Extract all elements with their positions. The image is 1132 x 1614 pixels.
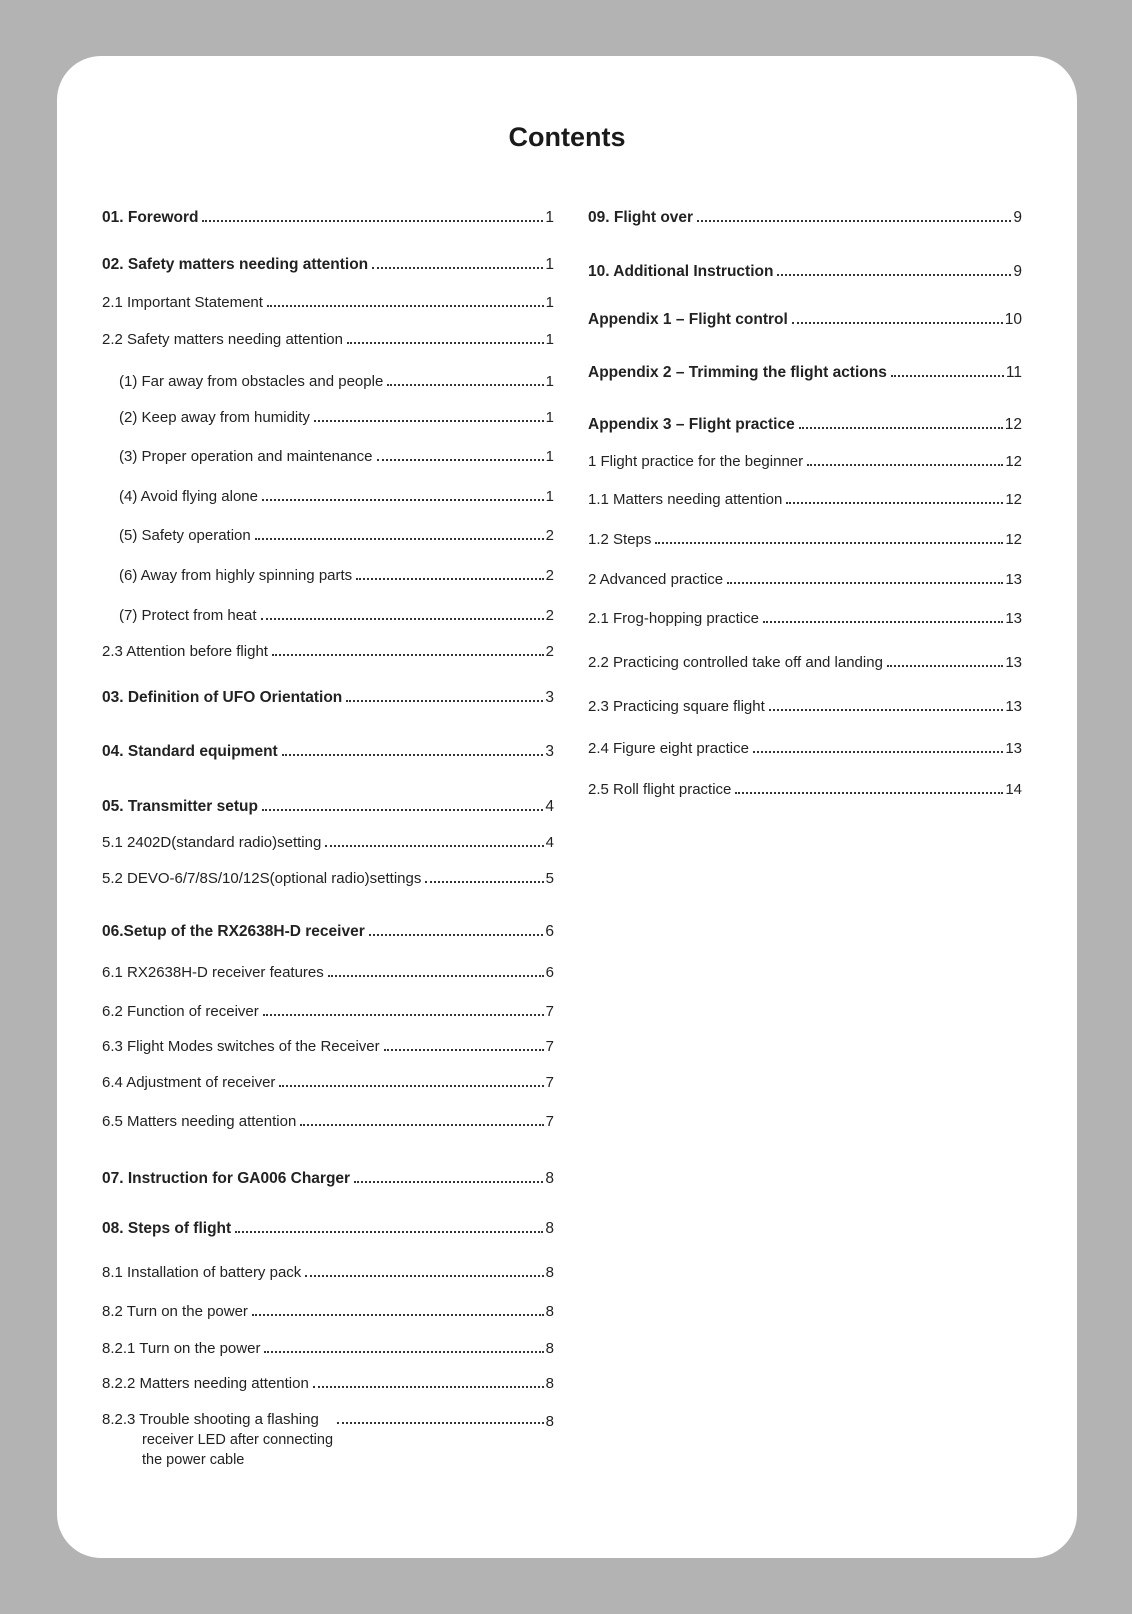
toc-entry[interactable] — [588, 262, 1022, 281]
toc-entry[interactable] — [102, 922, 554, 941]
leader-dots — [264, 1351, 543, 1353]
toc-entry[interactable] — [102, 963, 554, 982]
toc-entry-page: 1 — [545, 448, 554, 465]
leader-dots — [300, 1124, 543, 1126]
toc-entry-label: 6.2 Function of receiver — [102, 1003, 259, 1020]
leader-dots — [314, 420, 544, 422]
toc-entry-page: 1 — [545, 209, 554, 226]
toc-entry-page: 2 — [545, 527, 554, 544]
leader-dots — [425, 881, 543, 883]
toc-entry-page: 8 — [545, 1413, 554, 1430]
leader-dots — [807, 464, 1003, 466]
toc-entry-label: 8.2.2 Matters needing attention — [102, 1375, 309, 1392]
toc-entry-page: 6 — [545, 964, 554, 981]
toc-entry[interactable] — [588, 570, 1022, 589]
leader-dots — [735, 792, 1003, 794]
leader-dots — [346, 700, 543, 702]
leader-dots — [377, 459, 544, 461]
leader-dots — [777, 274, 1011, 276]
toc-entry-page: 10 — [1004, 311, 1022, 328]
toc-entry-label: 2.3 Attention before flight — [102, 643, 268, 660]
toc-entry-label: 02. Safety matters needing attention — [102, 256, 369, 273]
document-page — [57, 56, 1077, 1558]
toc-entry-page: 7 — [545, 1003, 554, 1020]
toc-entry-page: 1 — [545, 373, 554, 390]
toc-entry-label: (4) Avoid flying alone — [119, 488, 258, 505]
toc-entry[interactable] — [119, 566, 554, 585]
toc-entry-label: 2.3 Practicing square flight — [588, 698, 765, 715]
toc-entry-label: (6) Away from highly spinning parts — [119, 567, 353, 584]
toc-entry-label: Appendix 1 – Flight control — [588, 311, 788, 328]
toc-entry-label: 01. Foreword — [102, 209, 199, 226]
toc-entry-label: 2.2 Safety matters needing attention — [102, 331, 343, 348]
toc-entry-label: 05. Transmitter setup — [102, 798, 258, 815]
toc-entry-label: 1.2 Steps — [588, 531, 652, 548]
toc-entry-page: 7 — [545, 1113, 554, 1130]
toc-entry-label: (2) Keep away from humidity — [119, 409, 310, 426]
toc-entry-label: 03. Definition of UFO Orientation — [102, 689, 343, 706]
toc-entry-label: 6.3 Flight Modes switches of the Receiver — [102, 1038, 380, 1055]
toc-entry[interactable] — [119, 526, 554, 545]
toc-entry[interactable] — [119, 447, 554, 466]
toc-entry-label-line2: receiver LED after connecting — [142, 1432, 334, 1448]
leader-dots — [282, 754, 544, 756]
toc-entry-label-line1: 8.2.3 Trouble shooting a flashing — [102, 1411, 319, 1428]
leader-dots — [255, 538, 544, 540]
toc-entry-page: 3 — [545, 689, 554, 706]
leader-dots — [267, 305, 544, 307]
toc-entry-label: 1.1 Matters needing attention — [588, 491, 783, 508]
toc-entry-page: 11 — [1005, 364, 1022, 381]
leader-dots — [753, 751, 1003, 753]
leader-dots — [769, 709, 1004, 711]
leader-dots — [262, 499, 544, 501]
toc-entry-label: 1 Flight practice for the beginner — [588, 453, 804, 470]
toc-entry-label: 2 Advanced practice — [588, 571, 724, 588]
toc-entry[interactable] — [102, 869, 554, 888]
toc-entry-label: Appendix 3 – Flight practice — [588, 416, 795, 433]
toc-entry[interactable] — [102, 1410, 554, 1470]
toc-entry-page: 12 — [1005, 453, 1022, 470]
toc-entry-page: 13 — [1005, 698, 1022, 715]
toc-entry-label: 04. Standard equipment — [102, 743, 278, 760]
leader-dots — [305, 1275, 543, 1277]
toc-entry-label: 06.Setup of the RX2638H-D receiver — [102, 923, 365, 940]
toc-entry[interactable] — [102, 1169, 554, 1188]
toc-entry[interactable] — [588, 310, 1022, 329]
toc-entry-label: (7) Protect from heat — [119, 607, 257, 624]
leader-dots — [262, 809, 543, 811]
toc-entry-label: 2.4 Figure eight practice — [588, 740, 749, 757]
leader-dots — [727, 582, 1003, 584]
toc-entry[interactable] — [102, 330, 554, 349]
toc-entry-page: 1 — [545, 409, 554, 426]
toc-entry[interactable] — [588, 363, 1022, 382]
toc-entry-label: (1) Far away from obstacles and people — [119, 373, 384, 390]
toc-entry[interactable] — [588, 452, 1022, 471]
toc-entry-page: 5 — [545, 870, 554, 887]
toc-entry[interactable] — [588, 490, 1022, 509]
toc-entry-label: 2.5 Roll flight practice — [588, 781, 732, 798]
toc-entry-label: 5.1 2402D(standard radio)setting — [102, 834, 322, 851]
toc-entry-page: 8 — [545, 1264, 554, 1281]
toc-entry[interactable] — [102, 1374, 554, 1393]
toc-entry-label: 8.2 Turn on the power — [102, 1303, 248, 1320]
toc-entry-label-line3: the power cable — [142, 1452, 245, 1468]
toc-entry-page: 9 — [1013, 263, 1022, 280]
toc-entry-page: 7 — [545, 1074, 554, 1091]
toc-entry[interactable] — [102, 833, 554, 852]
toc-entry-page: 1 — [545, 294, 554, 311]
leader-dots — [261, 618, 544, 620]
toc-entry-label: 10. Additional Instruction — [588, 263, 774, 280]
toc-entry-label: Appendix 2 – Trimming the flight actions — [588, 364, 887, 381]
toc-entry[interactable] — [102, 1263, 554, 1282]
leader-dots — [337, 1422, 544, 1424]
toc-entry[interactable] — [102, 1073, 554, 1092]
toc-entry-page: 2 — [545, 643, 554, 660]
toc-entry-page: 4 — [545, 834, 554, 851]
toc-entry[interactable] — [102, 1219, 554, 1238]
toc-entry[interactable] — [588, 415, 1022, 434]
toc-entry-label: (5) Safety operation — [119, 527, 251, 544]
toc-entry-label: 2.1 Important Statement — [102, 294, 263, 311]
toc-entry[interactable] — [588, 530, 1022, 549]
toc-entry-page: 8 — [545, 1170, 554, 1187]
toc-entry-label: 6.4 Adjustment of receiver — [102, 1074, 276, 1091]
toc-entry-page: 8 — [545, 1375, 554, 1392]
leader-dots — [372, 267, 543, 269]
toc-entry[interactable] — [119, 487, 554, 506]
toc-entry-page: 1 — [545, 256, 554, 273]
leader-dots — [763, 621, 1003, 623]
toc-entry[interactable] — [102, 1112, 554, 1131]
toc-entry-page: 1 — [545, 488, 554, 505]
toc-entry[interactable] — [588, 653, 1022, 672]
toc-entry[interactable] — [119, 408, 554, 427]
toc-entry[interactable] — [102, 642, 554, 661]
toc-entry[interactable] — [588, 780, 1022, 799]
toc-entry-label: 5.2 DEVO-6/7/8S/10/12S(optional radio)settings — [102, 870, 422, 887]
toc-entry-page: 13 — [1005, 610, 1022, 627]
toc-entry[interactable] — [102, 1002, 554, 1021]
toc-entry-page: 8 — [545, 1340, 554, 1357]
leader-dots — [202, 220, 543, 222]
toc-entry-page: 12 — [1005, 491, 1022, 508]
toc-entry[interactable] — [119, 372, 554, 391]
toc-entry[interactable] — [102, 797, 554, 816]
toc-entry-label: 09. Flight over — [588, 209, 694, 226]
toc-entry-label: 08. Steps of flight — [102, 1220, 232, 1237]
toc-entry-label: 6.1 RX2638H-D receiver features — [102, 964, 324, 981]
leader-dots — [272, 654, 544, 656]
leader-dots — [799, 427, 1003, 429]
toc-entry[interactable] — [102, 742, 554, 761]
toc-entry-label: 8.1 Installation of battery pack — [102, 1264, 302, 1281]
leader-dots — [369, 934, 544, 936]
toc-entry-page: 8 — [545, 1303, 554, 1320]
toc-entry-page: 6 — [545, 923, 554, 940]
toc-entry-label: (3) Proper operation and maintenance — [119, 448, 373, 465]
leader-dots — [356, 578, 543, 580]
leader-dots — [792, 322, 1003, 324]
toc-entry-page: 12 — [1004, 416, 1022, 433]
toc-entry[interactable] — [588, 739, 1022, 758]
leader-dots — [347, 342, 544, 344]
leader-dots — [313, 1386, 544, 1388]
page-title: Contents — [508, 122, 626, 152]
toc-entry-label: 07. Instruction for GA006 Charger — [102, 1170, 351, 1187]
leader-dots — [891, 375, 1004, 377]
leader-dots — [786, 502, 1003, 504]
toc-entry[interactable] — [588, 609, 1022, 628]
toc-entry[interactable] — [102, 1339, 554, 1358]
toc-entry-label: 6.5 Matters needing attention — [102, 1113, 297, 1130]
toc-entry[interactable] — [588, 697, 1022, 716]
leader-dots — [328, 975, 544, 977]
toc-entry-page: 9 — [1013, 209, 1022, 226]
leader-dots — [279, 1085, 543, 1087]
toc-entry[interactable] — [102, 1037, 554, 1056]
toc-entry-page: 13 — [1005, 740, 1022, 757]
leader-dots — [263, 1014, 544, 1016]
toc-entry[interactable] — [102, 1302, 554, 1321]
leader-dots — [325, 845, 543, 847]
toc-entry-label — [102, 1410, 333, 1470]
leader-dots — [252, 1314, 544, 1316]
toc-entry-page: 4 — [545, 798, 554, 815]
toc-entry-page: 2 — [545, 607, 554, 624]
leader-dots — [887, 665, 1003, 667]
leader-dots — [387, 384, 543, 386]
leader-dots — [697, 220, 1011, 222]
leader-dots — [235, 1231, 543, 1233]
toc-entry-page: 1 — [545, 331, 554, 348]
toc-entry-page: 8 — [545, 1220, 554, 1237]
toc-entry[interactable] — [102, 293, 554, 312]
leader-dots — [354, 1181, 543, 1183]
toc-entry[interactable] — [119, 606, 554, 625]
leader-dots — [655, 542, 1003, 544]
toc-entry-page: 13 — [1005, 571, 1022, 588]
toc-entry[interactable] — [102, 688, 554, 707]
leader-dots — [384, 1049, 544, 1051]
toc-entry-label: 2.1 Frog-hopping practice — [588, 610, 759, 627]
toc-entry-page: 7 — [545, 1038, 554, 1055]
toc-entry-label: 8.2.1 Turn on the power — [102, 1340, 261, 1357]
toc-entry-page: 12 — [1005, 531, 1022, 548]
toc-entry[interactable] — [588, 208, 1022, 227]
toc-entry-label: 2.2 Practicing controlled take off and landing — [588, 654, 883, 671]
toc-entry-page: 3 — [545, 743, 554, 760]
toc-entry[interactable] — [102, 208, 554, 227]
toc-entry[interactable] — [102, 255, 554, 274]
toc-entry-page: 13 — [1005, 654, 1022, 671]
toc-entry-page: 14 — [1005, 781, 1022, 798]
toc-entry-page: 2 — [545, 567, 554, 584]
